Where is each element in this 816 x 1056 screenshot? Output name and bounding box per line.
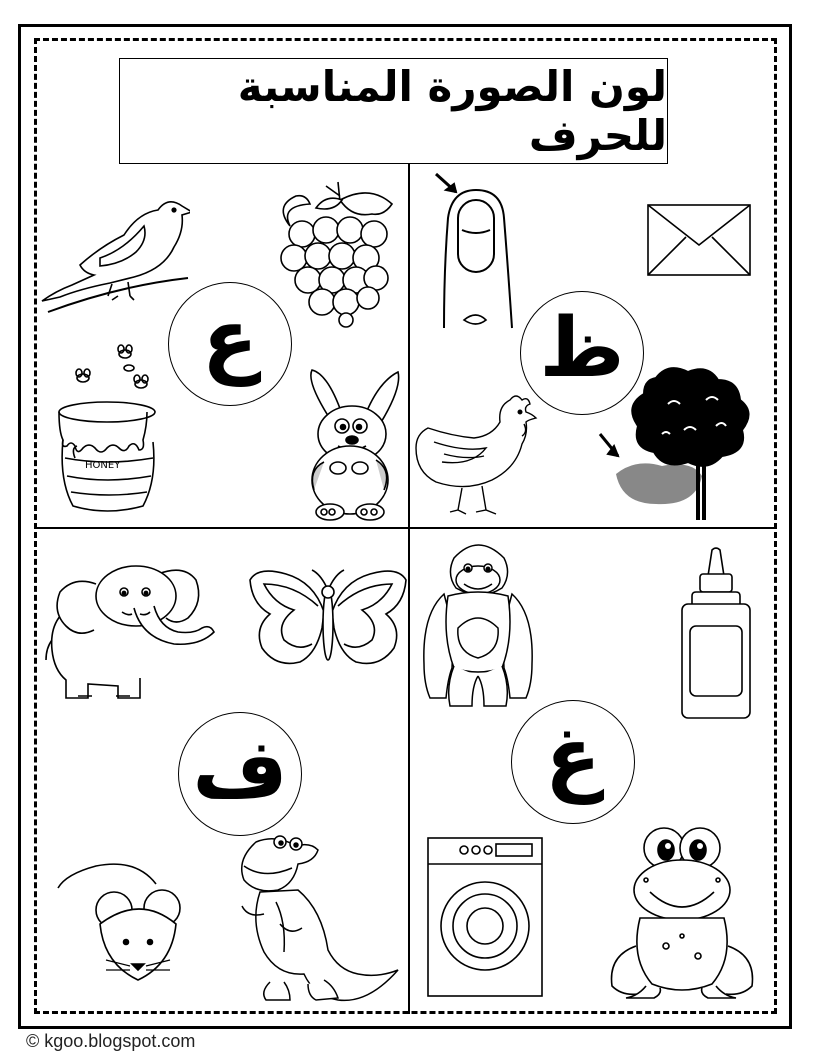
letter-circle-ghain xyxy=(511,700,635,824)
vertical-divider xyxy=(408,164,410,1014)
honey-label: HONEY xyxy=(85,460,121,471)
hen-icon[interactable] xyxy=(414,392,539,520)
letter-zah: ظ xyxy=(539,301,625,396)
footer-copyright: © kgoo.blogspot.com xyxy=(26,1031,196,1051)
elephant-icon[interactable] xyxy=(42,556,232,704)
butterfly-icon[interactable] xyxy=(248,566,408,684)
letter-feh: ف xyxy=(192,722,288,817)
letter-ain: ع xyxy=(201,292,258,387)
honey-pot-icon[interactable] xyxy=(55,340,165,520)
title-box xyxy=(119,58,668,164)
bunny-icon[interactable] xyxy=(298,368,408,523)
envelope-icon[interactable] xyxy=(646,203,752,277)
letter-ghain: غ xyxy=(544,710,601,805)
bee-icon xyxy=(76,345,148,388)
crocodile-icon[interactable] xyxy=(236,832,406,1008)
bird-icon[interactable] xyxy=(40,188,190,318)
horizontal-divider xyxy=(34,527,774,529)
tree-shadow-icon[interactable] xyxy=(596,364,766,524)
grapes-icon[interactable] xyxy=(276,178,396,328)
finger-nail-icon[interactable] xyxy=(428,170,528,330)
gorilla-icon[interactable] xyxy=(418,538,538,716)
frog-icon[interactable] xyxy=(606,826,756,1002)
mouse-icon[interactable] xyxy=(56,854,196,986)
glue-bottle-icon[interactable] xyxy=(676,546,756,722)
worksheet-title: لون الصورة المناسبة للحرف xyxy=(237,62,667,160)
washing-machine-icon[interactable] xyxy=(426,836,544,998)
letter-circle-feh xyxy=(178,712,302,836)
